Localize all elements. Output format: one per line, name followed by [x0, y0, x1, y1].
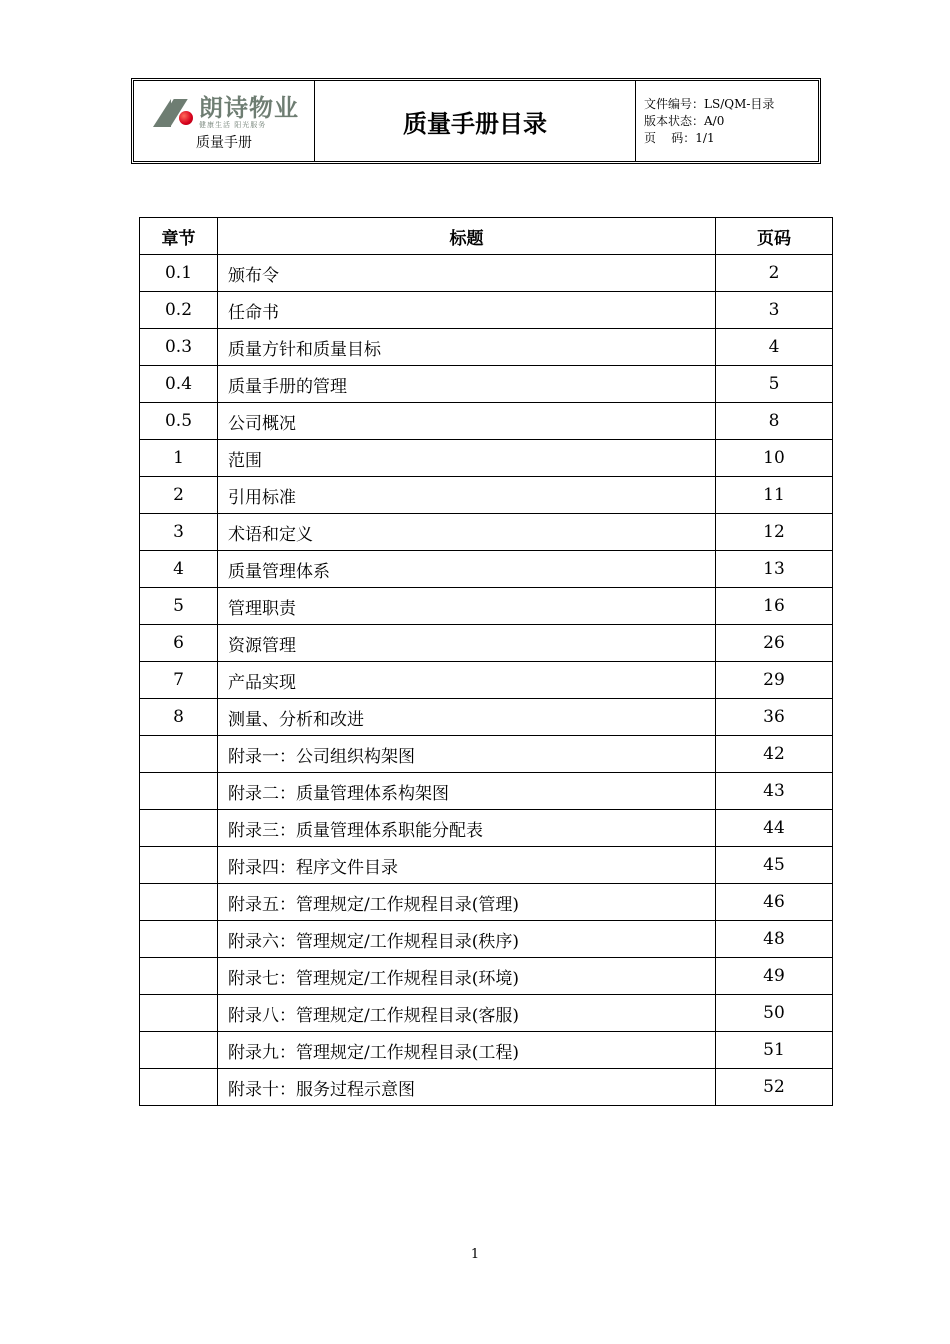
- section-cell: 0.1: [140, 255, 218, 292]
- toc-row: [140, 366, 833, 403]
- section-cell: 0.2: [140, 292, 218, 329]
- toc-row: [140, 884, 833, 921]
- header-page: 页码: [716, 218, 833, 255]
- logo-subtitle: 质量手册: [196, 135, 252, 151]
- meta-value: A/0: [704, 113, 725, 128]
- title-cell: 质量手册的管理: [218, 366, 716, 403]
- toc-row: [140, 551, 833, 588]
- title-cell: 术语和定义: [218, 514, 716, 551]
- page-cell: 8: [716, 403, 833, 440]
- page-cell: 50: [716, 995, 833, 1032]
- page-cell: 52: [716, 1069, 833, 1106]
- section-cell: 5: [140, 588, 218, 625]
- title-cell: 附录一：公司组织构架图: [218, 736, 716, 773]
- page-number: 1: [470, 1247, 480, 1262]
- meta-value: 1/1: [695, 130, 715, 145]
- toc-row: [140, 329, 833, 366]
- title-cell: 附录九：管理规定/工作规程目录(工程): [218, 1032, 716, 1069]
- page-cell: 36: [716, 699, 833, 736]
- toc-header-row: [140, 218, 833, 255]
- toc-row: [140, 921, 833, 958]
- toc-row: [140, 588, 833, 625]
- section-cell: [140, 1032, 218, 1069]
- title-cell: 质量方针和质量目标: [218, 329, 716, 366]
- title-cell: 引用标准: [218, 477, 716, 514]
- section-cell: [140, 736, 218, 773]
- toc-row: [140, 1069, 833, 1106]
- title-cell: 颁布令: [218, 255, 716, 292]
- page-cell: 26: [716, 625, 833, 662]
- title-cell: 附录六：管理规定/工作规程目录(秩序): [218, 921, 716, 958]
- logo-name: 朗诗物业: [199, 94, 299, 122]
- page-cell: 45: [716, 847, 833, 884]
- section-cell: [140, 847, 218, 884]
- toc-table: [139, 217, 833, 1106]
- section-cell: [140, 1069, 218, 1106]
- toc-row: [140, 625, 833, 662]
- document-header: [131, 78, 821, 164]
- section-cell: [140, 773, 218, 810]
- page-cell: 3: [716, 292, 833, 329]
- section-cell: 4: [140, 551, 218, 588]
- section-cell: 0.4: [140, 366, 218, 403]
- page-cell: 43: [716, 773, 833, 810]
- section-cell: 1: [140, 440, 218, 477]
- toc-row: [140, 958, 833, 995]
- title-cell: 附录四：程序文件目录: [218, 847, 716, 884]
- logo-icon: [149, 97, 197, 129]
- title-cell: 测量、分析和改进: [218, 699, 716, 736]
- section-cell: 2: [140, 477, 218, 514]
- toc-row: [140, 514, 833, 551]
- title-cell: 附录二：质量管理体系构架图: [218, 773, 716, 810]
- page-cell: 12: [716, 514, 833, 551]
- toc-row: [140, 699, 833, 736]
- title-cell: 管理职责: [218, 588, 716, 625]
- section-cell: 7: [140, 662, 218, 699]
- title-cell: 范围: [218, 440, 716, 477]
- header-title: 标题: [218, 218, 716, 255]
- meta-row: [644, 130, 818, 147]
- page-cell: 29: [716, 662, 833, 699]
- title-cell: 附录三：质量管理体系职能分配表: [218, 810, 716, 847]
- title-cell: 资源管理: [218, 625, 716, 662]
- title-cell: 任命书: [218, 292, 716, 329]
- page-cell: 46: [716, 884, 833, 921]
- meta-value: LS/QM-目录: [704, 96, 775, 111]
- toc-row: [140, 440, 833, 477]
- page-cell: 16: [716, 588, 833, 625]
- section-cell: [140, 921, 218, 958]
- document-title: 质量手册目录: [315, 81, 636, 161]
- page-cell: 5: [716, 366, 833, 403]
- title-cell: 附录五：管理规定/工作规程目录(管理): [218, 884, 716, 921]
- title-cell: 附录七：管理规定/工作规程目录(环境): [218, 958, 716, 995]
- meta-label: 页 码：: [644, 130, 696, 145]
- meta-row: [644, 113, 818, 130]
- title-cell: 质量管理体系: [218, 551, 716, 588]
- meta-label: 文件编号：: [644, 96, 705, 111]
- page-cell: 2: [716, 255, 833, 292]
- page-cell: 44: [716, 810, 833, 847]
- toc-row: [140, 736, 833, 773]
- toc-row: [140, 847, 833, 884]
- section-cell: [140, 995, 218, 1032]
- toc-row: [140, 662, 833, 699]
- page-cell: 48: [716, 921, 833, 958]
- section-cell: [140, 884, 218, 921]
- header-section: 章节: [140, 218, 218, 255]
- page-cell: 10: [716, 440, 833, 477]
- title-cell: 附录十：服务过程示意图: [218, 1069, 716, 1106]
- section-cell: [140, 810, 218, 847]
- toc-row: [140, 995, 833, 1032]
- toc-row: [140, 255, 833, 292]
- logo-cell: [134, 81, 315, 161]
- page-cell: 13: [716, 551, 833, 588]
- meta-row: [644, 96, 818, 113]
- page-cell: 4: [716, 329, 833, 366]
- title-cell: 附录八：管理规定/工作规程目录(客服): [218, 995, 716, 1032]
- section-cell: 0.5: [140, 403, 218, 440]
- title-cell: 公司概况: [218, 403, 716, 440]
- toc-row: [140, 810, 833, 847]
- page-cell: 51: [716, 1032, 833, 1069]
- logo-slogan: 健康生活 阳光服务: [199, 121, 267, 129]
- toc-row: [140, 1032, 833, 1069]
- toc-row: [140, 403, 833, 440]
- page-cell: 42: [716, 736, 833, 773]
- toc-row: [140, 292, 833, 329]
- page-cell: 49: [716, 958, 833, 995]
- section-cell: [140, 958, 218, 995]
- page-cell: 11: [716, 477, 833, 514]
- section-cell: 8: [140, 699, 218, 736]
- document-meta: [636, 81, 819, 161]
- toc-row: [140, 773, 833, 810]
- title-cell: 产品实现: [218, 662, 716, 699]
- toc-row: [140, 477, 833, 514]
- section-cell: 0.3: [140, 329, 218, 366]
- section-cell: 6: [140, 625, 218, 662]
- section-cell: 3: [140, 514, 218, 551]
- company-logo: [134, 96, 314, 130]
- meta-label: 版本状态：: [644, 113, 705, 128]
